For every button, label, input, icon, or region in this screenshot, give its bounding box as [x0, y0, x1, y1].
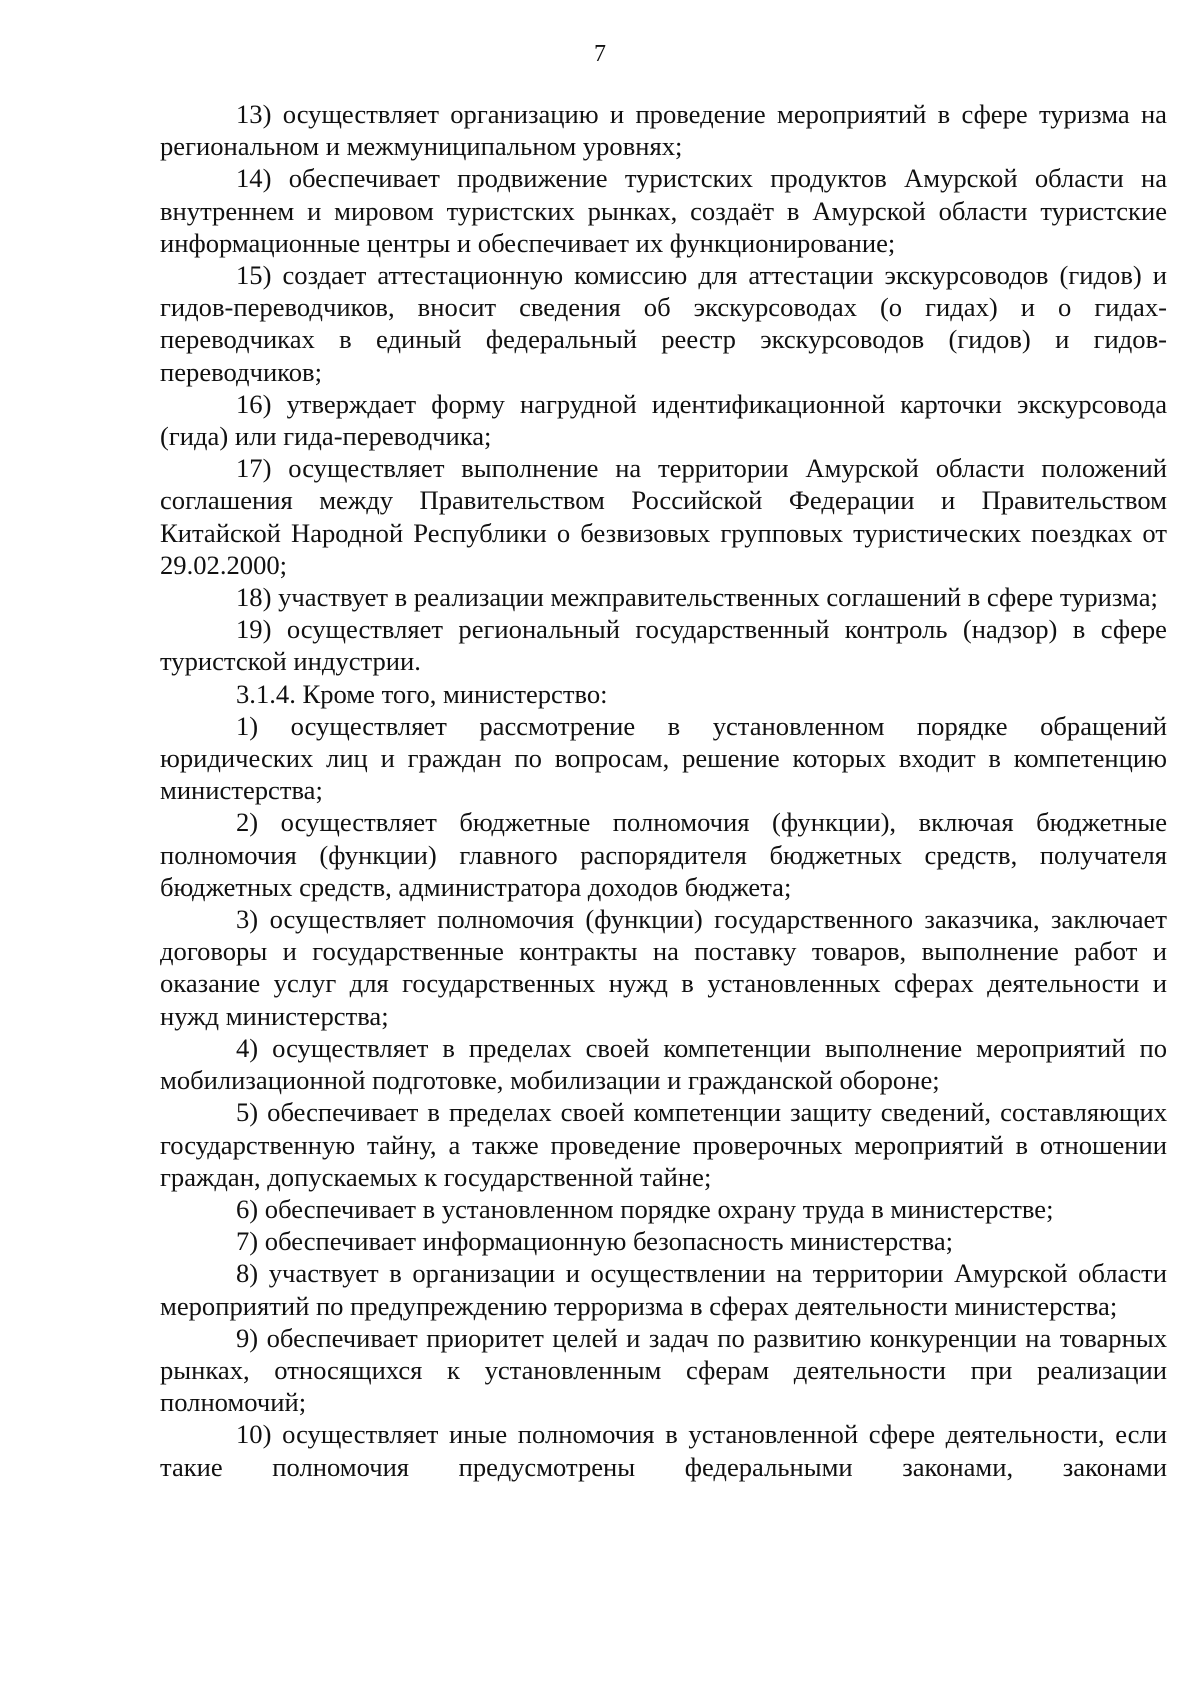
paragraph-item-13: 13) осуществляет организацию и проведение мероприятий в сфере туризма на региональном и межмуниципальном уровнях; — [160, 99, 1167, 162]
paragraph-sub-item-1: 1) осуществляет рассмотрение в установленном порядке обращений юридических лиц и граждан по вопросам, решение которых входит в компетенцию министерства; — [160, 710, 1167, 806]
paragraph-sub-item-2: 2) осуществляет бюджетные полномочия (функции), включая бюджетные полномочия (функции) главного распорядителя бюджетных средств, получателя бюджетных средств, администратора доходов бюджета; — [160, 807, 1167, 902]
paragraph-sub-item-3: 3) осуществляет полномочия (функции) государственного заказчика, заключает договоры и государственные контракты на поставку товаров, выполнение работ и оказание услуг для государственных нужд в установленных сферах деятельности и нужд министерства; — [160, 904, 1167, 1031]
paragraph-sub-item-7: 7) обеспечивает информационную безопасность министерства; — [236, 1226, 954, 1257]
document-body — [160, 98, 1167, 1483]
paragraph-sub-item-5: 5) обеспечивает в пределах своей компетенции защиту сведений, составляющих государственную тайну, а также проведение проверочных мероприятий в отношении граждан, допускаемых к государственной тайне; — [160, 1097, 1167, 1192]
paragraph-item-15: 15) создает аттестационную комиссию для аттестации экскурсоводов (гидов) и гидов-переводчиков, вносит сведения об экскурсоводах (о гидах) и о гидах-переводчиках в единый федеральный реестр экскурсоводов (гидов) и гидов-переводчиков; — [160, 260, 1167, 387]
paragraph-sub-item-9: 9) обеспечивает приоритет целей и задач по развитию конкуренции на товарных рынках, относящихся к установленным сферам деятельности при реализации полномочий; — [160, 1322, 1167, 1418]
paragraph-item-19: 19) осуществляет региональный государственный контроль (надзор) в сфере туристской индустрии. — [160, 614, 1167, 677]
paragraph-sub-item-10: 10) осуществляет иные полномочия в установленной сфере деятельности, если такие полномочия предусмотрены федеральными законами, законами — [160, 1419, 1167, 1482]
section-heading-3-1-4: 3.1.4. Кроме того, министерство: — [236, 678, 608, 709]
paragraph-item-17: 17) осуществляет выполнение на территории Амурской области положений соглашения между Правительством Российской Федерации и Правительством Китайской Народной Республики о безвизовых групповых туристических поездках от 29.02.2000; — [160, 453, 1167, 580]
page-number: 7 — [594, 41, 606, 67]
paragraph-item-18: 18) участвует в реализации межправительственных соглашений в сфере туризма; — [236, 582, 1158, 613]
paragraph-sub-item-4: 4) осуществляет в пределах своей компетенции выполнение мероприятий по мобилизационной подготовке, мобилизации и гражданской обороне; — [160, 1032, 1167, 1096]
paragraph-item-14: 14) обеспечивает продвижение туристских продуктов Амурской области на внутреннем и мировом туристских рынках, создаёт в Амурской области туристские информационные центры и обеспечивает их функционирование; — [160, 163, 1167, 258]
paragraph-item-16: 16) утверждает форму нагрудной идентификационной карточки экскурсовода (гида) или гида-переводчика; — [160, 388, 1167, 452]
paragraph-sub-item-6: 6) обеспечивает в установленном порядке охрану труда в министерстве; — [236, 1193, 1054, 1224]
paragraph-sub-item-8: 8) участвует в организации и осуществлении на территории Амурской области мероприятий по предупреждению терроризма в сферах деятельности министерства; — [160, 1258, 1167, 1321]
